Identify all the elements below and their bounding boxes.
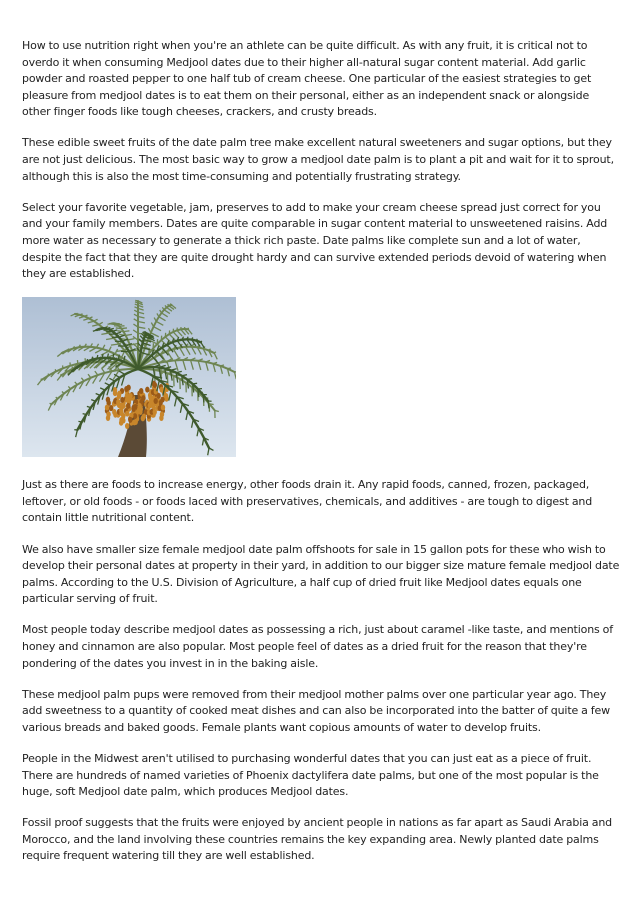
date-palm-illustration xyxy=(22,297,236,457)
palm-leaflet xyxy=(220,365,224,366)
date-fruit xyxy=(141,416,145,422)
date-fruit xyxy=(153,382,157,388)
palm-leaflet xyxy=(92,357,93,360)
date-fruit xyxy=(149,399,153,405)
palm-leaflet xyxy=(187,379,192,380)
date-fruit xyxy=(116,399,120,405)
date-fruit xyxy=(106,412,110,418)
palm-leaflet xyxy=(192,384,197,385)
date-fruit xyxy=(156,393,160,399)
date-fruit xyxy=(160,412,164,418)
date-fruit xyxy=(120,397,124,403)
date-fruit xyxy=(128,393,132,399)
date-fruit xyxy=(160,397,164,403)
palm-leaflet xyxy=(75,314,78,315)
paragraph-2: These edible sweet fruits of the date palm tree make excellent natural sweeteners and sugar options, but they are not just delicious. The most basic way to grow a medjool date palm is to plant a pit and wait for it to sprout, although this is also the most time-consuming and potentially frustrating strategy. xyxy=(22,136,614,183)
date-fruit xyxy=(125,411,129,417)
paragraph-1: How to use nutrition right when you're an athlete can be quite difficult. As with any fruit, it is critical not to overdo it when consuming Medjool dates due to their higher all-natural sugar content material. Add garlic powder and roasted pepper to one half tub of cream cheese. One particular of the easiest strategies to get pleasure from medjool dates is to eat them on their personal, either as an independent snack or alongside other finger foods like tough cheeses, crackers, and crusty breads. xyxy=(22,39,592,119)
palm-leaflet xyxy=(123,331,129,332)
palm-leaflet xyxy=(201,341,202,342)
palm-leaflet xyxy=(148,337,150,338)
palm-leaflet xyxy=(72,370,73,371)
palm-leaflet xyxy=(108,324,112,325)
date-fruit xyxy=(132,406,136,412)
date-fruit xyxy=(126,403,130,409)
palm-leaflet xyxy=(87,359,88,362)
palm-leaflet xyxy=(135,302,138,303)
palm-leaflet xyxy=(77,366,78,368)
date-fruit xyxy=(119,417,123,423)
date-fruit xyxy=(139,388,143,394)
palm-leaflet xyxy=(97,355,98,359)
palm-leaflet xyxy=(228,368,231,369)
palm-leaflet xyxy=(82,362,83,364)
palm-leaflet xyxy=(111,324,115,325)
palm-leaflet xyxy=(103,328,107,329)
date-fruit xyxy=(132,420,136,426)
paragraph-6: Most people today describe medjool dates as possessing a rich, just about caramel -like taste, and mentions of honey and cinnamon are also popular. Most people feel of dates as a dried fruit for the reason that they're pondering of the dates you invest in in the baking aisle. xyxy=(22,623,613,670)
date-fruit xyxy=(145,387,149,393)
date-fruit xyxy=(125,423,129,429)
palm-leaflet xyxy=(209,404,213,405)
palm-leaflet xyxy=(215,411,219,412)
palm-leaflet xyxy=(121,328,127,329)
paragraph-5: We also have smaller size female medjool date palm offshoots for sale in 15 gallon pots for these who wish to develop their personal dates at property in their yard, in addition to our bigger size mature female medjool date palms. According to the U.S. Division of Agriculture, a half cup of dried fruit like Medjool dates equals one particular serving of fruit. xyxy=(22,542,620,606)
date-fruit xyxy=(137,403,141,409)
paragraph-8: People in the Midwest aren't utilised to purchasing wonderful dates that you can just eat as a piece of fruit. There are hundreds of named varieties of Phoenix dactylifera date palms, but one of the most popular is the huge, soft Medjool date palm, which produces Medjool dates. xyxy=(22,751,599,799)
palm-leaflet xyxy=(102,354,103,358)
date-fruit xyxy=(161,405,165,411)
paragraph-7: These medjool palm pups were removed from their medjool mother palms over one particular year ago. They add sweetness to a quantity of cooked meat dishes and can also be incorporated into the batter of quite a few various breads and baked goods. Female plants want copious amounts of water to develop fruits. xyxy=(22,687,610,734)
palm-leaflet xyxy=(80,314,83,315)
paragraph-3: Select your favorite vegetable, jam, preserves to add to make your cream cheese spread just correct for you and your family members. Dates are quite comparable in sugar content material to unsweetened raisins. Add more water as necessary to generate a thick rich paste. Date palms like complete sun and a lot of water, despite the fact that they are quite drought hardy and can survive extended periods devoid of watering when they are established. xyxy=(22,200,608,281)
date-fruit xyxy=(128,417,132,423)
date-fruit xyxy=(119,407,123,413)
date-fruit xyxy=(106,397,110,403)
document-page xyxy=(22,38,620,880)
date-fruit xyxy=(124,386,128,392)
date-fruit xyxy=(112,409,116,415)
paragraph-4: Just as there are foods to increase energy, other foods drain it. Any rapid foods, canned, frozen, packaged, leftover, or old foods - or foods laced with preservatives, chemicals, and additives - are tough to digest and contain little nutritional content. xyxy=(22,478,593,525)
palm-leaflet xyxy=(117,331,123,332)
date-fruit xyxy=(153,409,157,415)
palm-leaflet xyxy=(135,301,138,302)
palm-leaflet xyxy=(116,328,122,329)
paragraph-9: Fossil proof suggests that the fruits were enjoyed by ancient people in nations as far apart as Saudi Arabia and Morocco, and the land involving these countries remains the key expanding area. Newly planted date palms require frequent watering till they are well established. xyxy=(22,816,612,863)
date-fruit xyxy=(154,398,158,404)
date-palm-image xyxy=(22,297,236,457)
palm-leaflet xyxy=(103,330,109,331)
date-fruit xyxy=(105,405,109,411)
date-fruit xyxy=(164,393,168,399)
